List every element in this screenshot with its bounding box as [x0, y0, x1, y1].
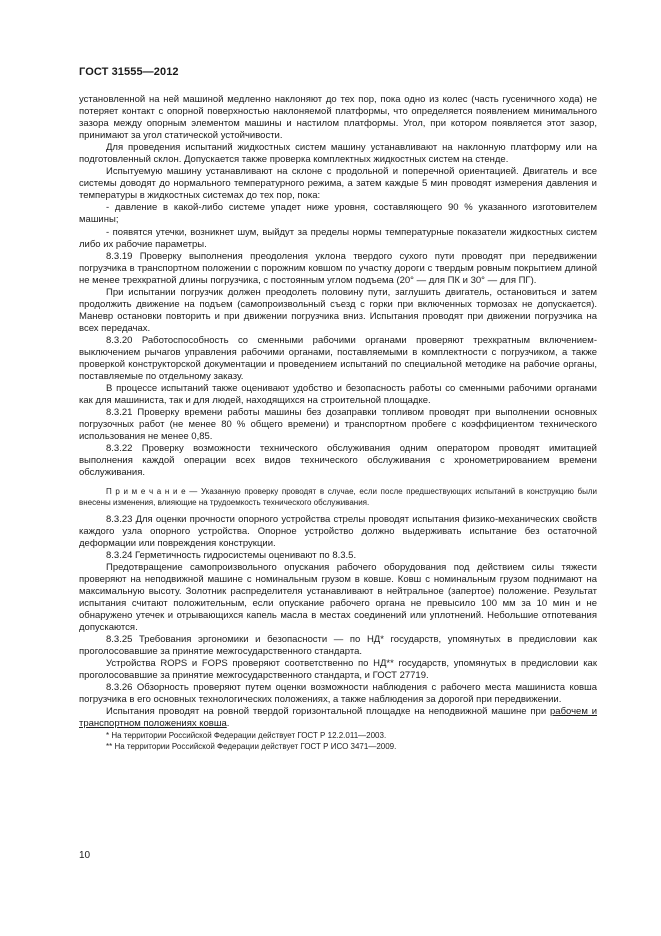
paragraph: В процессе испытаний также оценивают удобство и безопасность работы со сменными рабочими органами как для машиниста, так и для людей, находящихся на строительной площадке.	[79, 383, 597, 407]
list-item: - давление в какой-либо системе упадет ниже уровня, составляющего 90 % указанного изготовителем машины;	[79, 202, 597, 226]
clause-8-3-26: 8.3.26 Обзорность проверяют путем оценки возможности наблюдения с рабочего места машиниста ковша погрузчика в его основных технологических положениях, а также наблюдения за дорогой при передвижении.	[79, 682, 597, 706]
paragraph: Для проведения испытаний жидкостных систем машину устанавливают на наклонную платформу или на подготовленный склон. Допускается также проверка комплектных жидкостных систем на стенде.	[79, 142, 597, 166]
page-number: 10	[79, 850, 91, 861]
clause-8-3-23: 8.3.23 Для оценки прочности опорного устройства стрелы проводят испытания физико-механических свойств каждого узла опорного устройства. Опорное устройство должно выдерживать испытание без остаточной деформации или повреждения конструкции.	[79, 513, 597, 549]
footnote: ** На территории Российской Федерации действует ГОСТ Р ИСО 3471—2009.	[106, 741, 397, 751]
note	[79, 486, 597, 508]
paragraph: При испытании погрузчик должен преодолеть половину пути, заглушить двигатель, остановиться и затем продолжить движение на подъем (самопроизвольный съезд с горки при включенных тормозах не допускается). Маневр остановки повторить и при движении погрузчика вниз. Испытания проводят при движении погрузчика на всех передачах.	[79, 286, 597, 334]
footnote: * На территории Российской Федерации действует ГОСТ Р 12.2.011—2003.	[106, 731, 387, 741]
note-label: П р и м е ч а н и е	[106, 486, 186, 496]
clause-8-3-19: 8.3.19 Проверку выполнения преодоления уклона твердого сухого пути проводят при передвижении погрузчика в транспортном положении с порожним ковшом по участку дороги с твердым ровным покрытием длиной не менее трехкратной длины погрузчика, с постоянным углом подъема (20° — для ПК и 30° — для ПГ).	[79, 250, 597, 286]
clause-8-3-25: 8.3.25 Требования эргономики и безопасности — по НД* государств, упомянутых в предисловии как проголосовавшие за принятие межгосударственного стандарта.	[79, 633, 597, 658]
list-item: - появятся утечки, возникнет шум, выйдут за пределы нормы температурные показатели жидкостных систем либо их рабочие параметры.	[79, 226, 597, 250]
final-tail: .	[226, 718, 230, 730]
document-code-header: ГОСТ 31555—2012	[79, 66, 179, 78]
note-text: — Указанную проверку проводят в случае, если после предшествующих испытаний в конструкцию были внесены изменения, влияющие на трудоемкость технического обслуживания.	[79, 486, 597, 507]
underlined-text: рабочем и транспортном положениях ковша	[79, 706, 598, 730]
paragraph-final	[79, 706, 597, 730]
paragraph: Испытуемую машину устанавливают на склоне с продольной и поперечной ориентацией. Двигатель и все системы доводят до нормального температурного режима, а затем каждые 5 мин проводят измерения давления и температуры в жидкостных системах до тех пор, пока:	[79, 166, 597, 202]
paragraph: Предотвращение самопроизвольного опускания рабочего оборудования под действием силы тяжести проверяют на неподвижной машине с номинальным грузом в ковше. Ковш с номинальным грузом поднимают на максимальную высоту. Золотник распределителя устанавливают в нейтральное (запертое) положение. Результат испытания считают положительным, если опускание рабочего органа не превысило 100 мм за 10 мин и не обнаружено утечек и отрывающихся капель масла в местах соединений или уплотнений. Небольшие отпотевания допускаются.	[79, 561, 597, 633]
paragraph: установленной на ней машиной медленно наклоняют до тех пор, пока одно из колес (часть гусеничного хода) не потеряет контакт с опорной поверхностью наклоняемой платформы, что определяется появлением минимального зазора между опорным элементом машины и настилом платформы. Угол, при котором появляется этот зазор, принимают за угол статической устойчивости.	[79, 94, 597, 142]
document-body	[79, 94, 597, 752]
clause-8-3-21: 8.3.21 Проверку времени работы машины без дозаправки топливом проводят при выполнении основных погрузочных работ (не менее 80 % общего времени) и транспортном пробеге с коэффициентом технического использования не менее 0,85.	[79, 407, 597, 443]
footnotes	[79, 731, 597, 752]
clause-8-3-24: 8.3.24 Герметичность гидросистемы оценивают по 8.3.5.	[106, 549, 357, 561]
clause-8-3-20: 8.3.20 Работоспособность со сменными рабочими органами проверяют трехкратным включением-выключением рычагов управления рабочими органами, поставляемыми в комплектности с погрузчиком, а также проверкой конструкторской документации и проведением испытаний по специальной методике на рабочие органы, поставляемые по отдельному заказу.	[79, 334, 597, 383]
final-text: Испытания проводят на ровной твердой горизонтальной площадке на неподвижной машине при	[106, 706, 547, 718]
paragraph: Устройства ROPS и FOPS проверяют соответственно по НД** государств, упомянутых в предисловии как проголосовавшие за принятие межгосударственного стандарта, и ГОСТ 27719.	[79, 658, 597, 682]
clause-8-3-22: 8.3.22 Проверку возможности технического обслуживания одним оператором проводят имитацией выполнения каждой операции всех видов технического обслуживания с хронометрированием времени обслуживания.	[79, 443, 597, 479]
